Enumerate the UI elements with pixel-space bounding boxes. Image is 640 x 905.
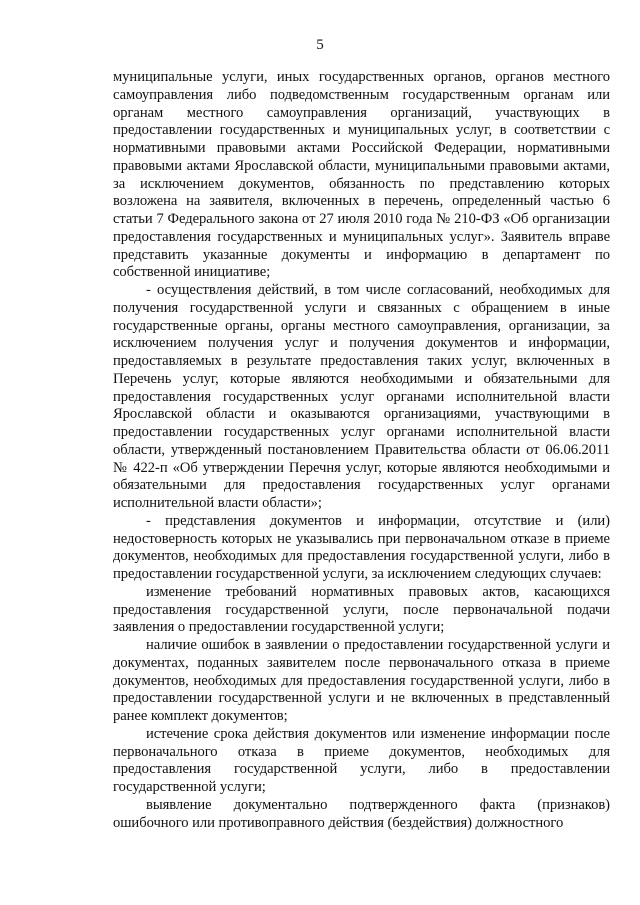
paragraph: наличие ошибок в заявлении о предоставлении государственной услуги и документах, поданных заявителем после первоначального отказа в приеме документов, необходимых для предоставления государственной услуги, либо в предоставлении государственной услуги и не включенных в представленный ранее комплект документов; (113, 637, 610, 724)
paragraph: муниципальные услуги, иных государственных органов, органов местного самоуправления либо подведомственным государственным органам или органам местного самоуправления организаций, участвующих в предоставлении государственных и муниципальных услуг, в соответствии с нормативными правовыми актами Российской Федерации, нормативными правовыми актами Ярославской области, муниципальными правовыми актами, за исключением документов, обязанность по представлению которых возложена на заявителя, включенных в перечень, определенный частью 6 статьи 7 Федерального закона от 27 июля 2010 года № 210-ФЗ «Об организации предоставления государственных и муниципальных услуг». Заявитель вправе представить указанные документы и информацию в департамент по собственной инициативе; (113, 69, 610, 281)
paragraph: истечение срока действия документов или изменение информации после первоначального отказа в приеме документов, необходимых для предоставления государственной услуги, либо в предоставлении государственной услуги; (113, 725, 610, 795)
paragraph: - представления документов и информации, отсутствие и (или) недостоверность которых не указывались при первоначальном отказе в приеме документов, необходимых для предоставления государственной услуги, либо в предоставлении государственной услуги, за исключением следующих случаев: (113, 512, 610, 582)
paragraph: изменение требований нормативных правовых актов, касающихся предоставления государственной услуги, после первоначальной подачи заявления о предоставлении государственной услуги; (113, 583, 610, 636)
document-body (113, 69, 610, 832)
page-number: 5 (316, 37, 324, 53)
paragraph: выявление документально подтвержденного факта (признаков) ошибочного или противоправного действия (бездействия) должностного (113, 796, 610, 831)
paragraph: - осуществления действий, в том числе согласований, необходимых для получения государственной услуги и связанных с обращением в иные государственные органы, органы местного самоуправления, организации, за исключением получения услуг и получения документов и информации, предоставляемых в результате предоставления таких услуг, включенных в Перечень услуг, которые являются необходимыми и обязательными для предоставления государственных услуг органами исполнительной власти Ярославской области и оказываются организациями, участвующими в предоставлении государственных услуг органами исполнительной власти области, утвержденный постановлением Правительства области от 06.06.2011 № 422-п «Об утверждении Перечня услуг, которые являются необходимыми и обязательными для предоставления государственных услуг органами исполнительной власти области»; (113, 282, 610, 511)
